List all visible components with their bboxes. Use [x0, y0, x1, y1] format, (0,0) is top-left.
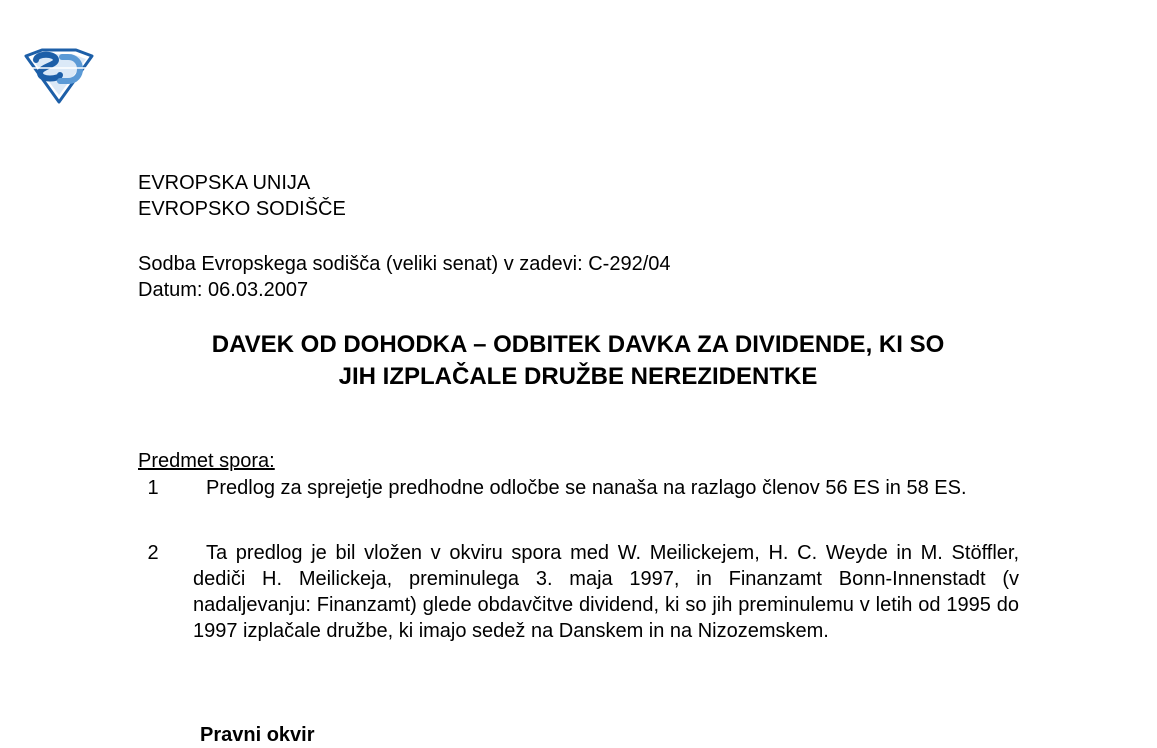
- paragraph-text-content: Predlog za sprejetje predhodne odločbe se nanaša na razlago členov 56 ES in 58 ES.: [206, 477, 967, 499]
- header-union: EVROPSKA UNIJA: [138, 172, 311, 194]
- page-title-line-1: DAVEK OD DOHODKA – ODBITEK DAVKA ZA DIVIDENDE, KI SO: [211, 331, 945, 358]
- case-reference: Sodba Evropskega sodišča (veliki senat) v zadevi: C-292/04: [138, 253, 671, 275]
- paragraph-text-content: Ta predlog je bil vložen v okviru spora med W. Meilickejem, H. C. Weyde in M. Stöffler, dediči H. Meilickeja, preminulega 3. maja 1997, in Finanzamt Bonn-Innenstadt (v nadaljevanju: Finanzamt) glede obdavčitve dividend, ki so jih preminulemu v letih od 1995 do 1997 izplačale družbe, ki imajo sedež na Danskem in na Nizozemskem.: [193, 542, 1019, 642]
- section-subject-label: Predmet spora:: [138, 450, 275, 472]
- paragraph-text: [193, 540, 1019, 644]
- shield-logo-icon: [22, 48, 96, 104]
- paragraph-text: [193, 475, 1019, 501]
- sd-logo: [22, 48, 96, 104]
- case-date: Datum: 06.03.2007: [138, 279, 309, 301]
- paragraph-number: 2: [147, 542, 159, 564]
- paragraph-number: 1: [147, 477, 159, 499]
- page-title-line-2: JIH IZPLAČALE DRUŽBE NEREZIDENTKE: [338, 363, 818, 390]
- section-legal-framework-label: Pravni okvir: [200, 724, 315, 746]
- header-court: EVROPSKO SODIŠČE: [138, 198, 346, 220]
